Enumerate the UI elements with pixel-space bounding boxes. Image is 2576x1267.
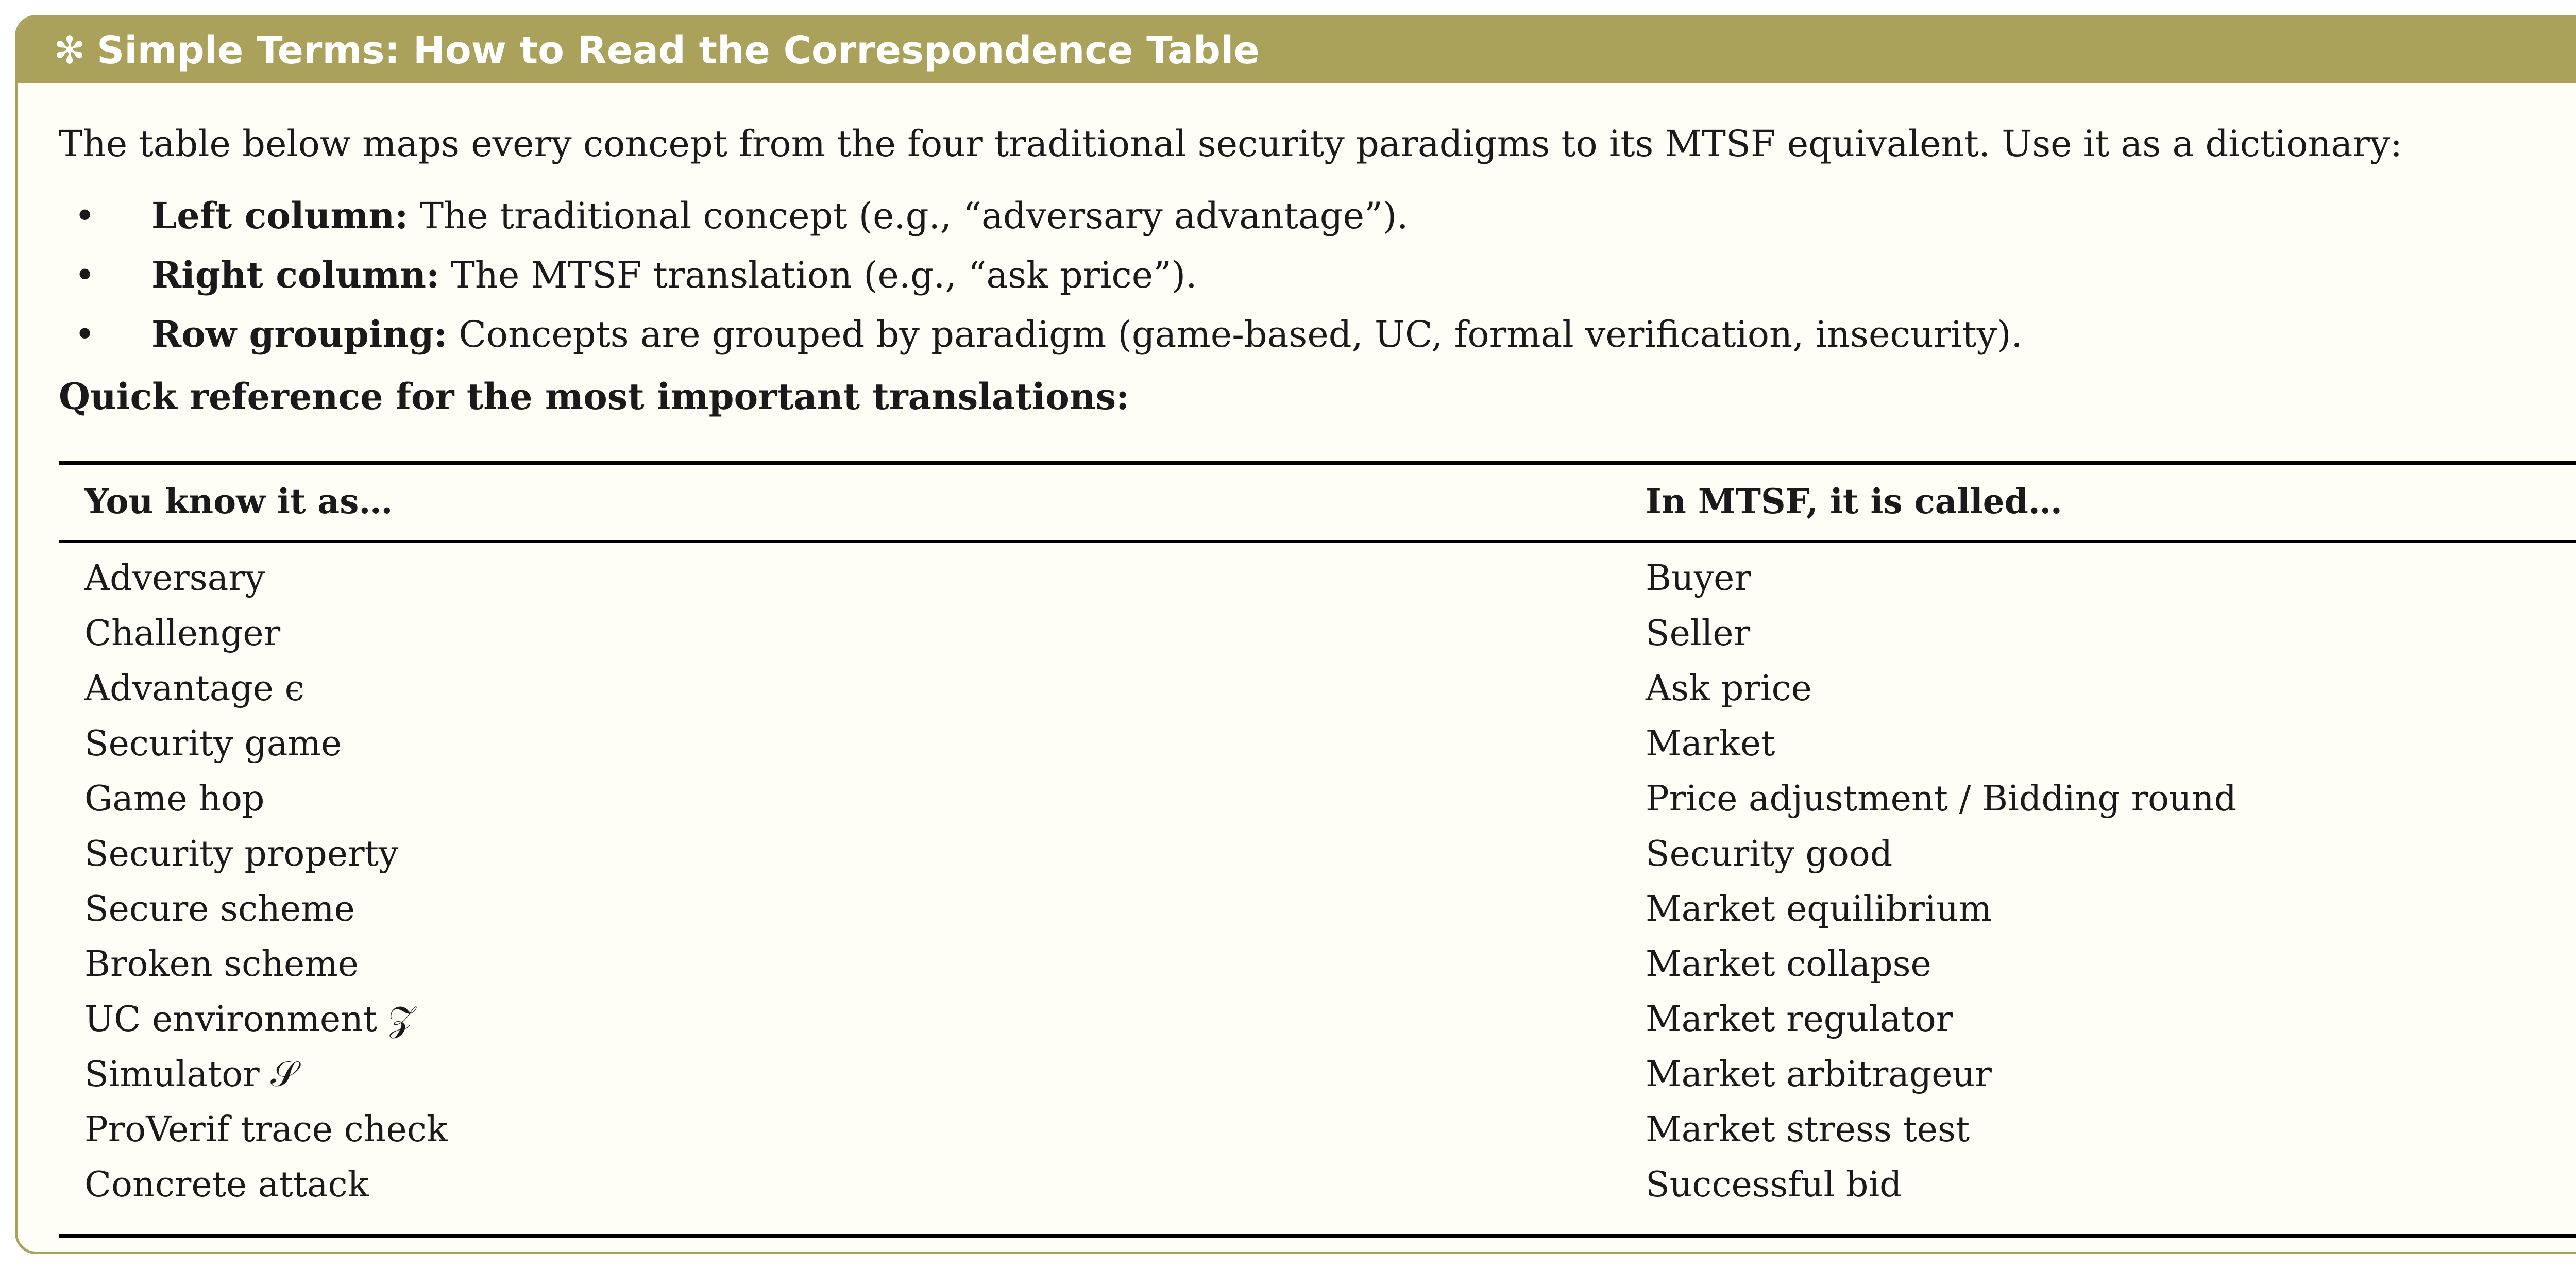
table-row	[18, 999, 2576, 1054]
table-cell-mtsf: Market stress test	[1646, 1109, 1970, 1150]
bullet-text: The traditional concept (e.g., “adversary advantage”).	[408, 195, 1409, 237]
table-row	[18, 1054, 2576, 1109]
table-cell-traditional: Broken scheme	[84, 944, 359, 985]
bullet-item-row-grouping	[59, 313, 2023, 356]
table-row	[18, 558, 2576, 613]
asterisk-icon: ✻	[54, 28, 86, 73]
bullet-icon: •	[74, 313, 96, 356]
table-row	[18, 613, 2576, 668]
bullet-label: Right column:	[151, 254, 439, 296]
table-cell-traditional: Game hop	[84, 779, 265, 819]
table-row	[18, 1164, 2576, 1219]
table-cell-mtsf: Market	[1646, 723, 1775, 764]
table-row	[18, 888, 2576, 943]
table-cell-mtsf: Security good	[1646, 834, 1893, 874]
table-cell-mtsf: Market equilibrium	[1646, 889, 1992, 930]
bullet-item-right-column	[59, 254, 1197, 297]
quick-reference-heading: Quick reference for the most important translations:	[59, 375, 1129, 418]
bullet-item-left-column	[59, 194, 1408, 238]
bullet-label: Row grouping:	[151, 313, 448, 356]
table-row	[18, 1109, 2576, 1164]
bullet-text: Concepts are grouped by paradigm (game-based, UC, formal verification, insecurity).	[447, 313, 2023, 356]
table-cell-traditional: UC environment 𝒵	[84, 999, 415, 1040]
table-cell-traditional: Simulator 𝒮	[84, 1054, 298, 1095]
table-row	[18, 943, 2576, 999]
table-cell-mtsf: Price adjustment / Bidding round	[1646, 779, 2237, 819]
table-row	[18, 723, 2576, 778]
table-cell-mtsf: Buyer	[1646, 558, 1751, 599]
table-cell-mtsf: Market collapse	[1646, 944, 1931, 985]
table-cell-mtsf: Successful bid	[1646, 1164, 1902, 1205]
table-cell-traditional: Security property	[84, 834, 399, 874]
bullet-label: Left column:	[151, 194, 409, 237]
table-top-rule	[59, 461, 2576, 465]
table-cell-traditional: ProVerif trace check	[84, 1109, 448, 1150]
bullet-icon: •	[74, 195, 96, 237]
table-cell-traditional: Challenger	[84, 613, 281, 654]
table-cell-mtsf: Market regulator	[1646, 999, 1953, 1040]
table-header-traditional: You know it as…	[84, 481, 393, 521]
table-row	[18, 778, 2576, 833]
table-cell-traditional: Secure scheme	[84, 889, 355, 930]
box-title: Simple Terms: How to Read the Correspondence Table	[97, 28, 1260, 73]
table-cell-mtsf: Market arbitrageur	[1646, 1054, 1992, 1095]
intro-text: The table below maps every concept from the four traditional security paradigms to its MTSF equivalent. Use it as a dictionary:	[59, 123, 2402, 165]
table-row	[18, 668, 2576, 723]
table-header-mtsf: In MTSF, it is called…	[1646, 481, 2062, 521]
table-bottom-rule	[59, 1234, 2576, 1238]
bullet-text: The MTSF translation (e.g., “ask price”).	[439, 254, 1197, 296]
table-cell-traditional: Adversary	[84, 558, 265, 599]
table-row	[18, 833, 2576, 888]
table-cell-traditional: Security game	[84, 723, 342, 764]
table-cell-mtsf: Seller	[1646, 613, 1751, 654]
box-header	[18, 18, 2576, 83]
simple-terms-box	[15, 15, 2576, 1254]
table-cell-traditional: Advantage ϵ	[84, 668, 304, 709]
table-cell-traditional: Concrete attack	[84, 1164, 369, 1205]
bullet-icon: •	[74, 254, 96, 296]
table-header-rule	[59, 540, 2576, 543]
table-cell-mtsf: Ask price	[1646, 668, 1812, 709]
